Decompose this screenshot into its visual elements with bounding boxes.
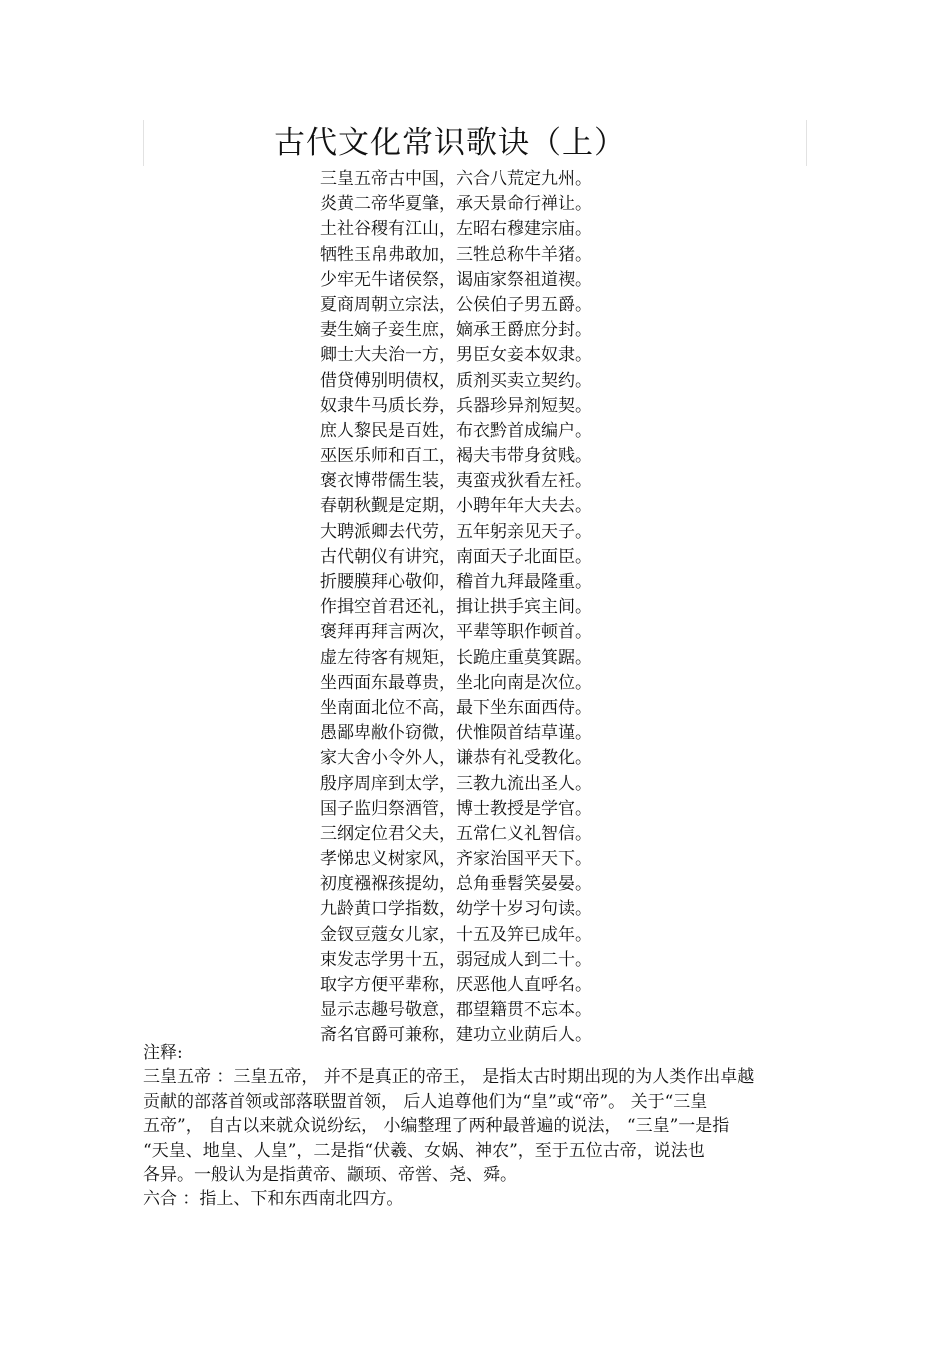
verse-line: 国子监归祭酒管，博士教授是学官。 [320, 798, 592, 819]
verse-line: 炎黄二帝华夏肇，承天景命行禅让。 [320, 194, 592, 215]
verse-line: 卿士大夫治一方，男臣女妾本奴隶。 [320, 345, 592, 366]
verse-line: 取字方便平辈称，厌恶他人直呼名。 [320, 975, 592, 995]
verse-line: 坐南面北位不高，最下坐东面西侍。 [320, 697, 592, 718]
note-line: 五帝”， 自古以来就众说纷纭， 小编整理了两种最普遍的说法， “三皇”一是指 [143, 1116, 730, 1137]
verse-line: 大聘派卿去代劳，五年躬亲见天子。 [320, 521, 592, 542]
note-line: 贡献的部落首领或部落联盟首领， 后人追尊他们为“皇”或“帝”。 关于“三皇 [143, 1091, 708, 1112]
verse-list [320, 167, 640, 1049]
verse-line: 褒拜再拜言两次，平辈等职作顿首。 [320, 622, 592, 643]
verse-line: 初度襁褓孩提幼，总角垂髫笑晏晏。 [320, 874, 592, 895]
verse-line: 古代朝仪有讲究，南面天子北面臣。 [320, 546, 592, 567]
verse-line: 春朝秋觐是定期，小聘年年大夫去。 [320, 496, 592, 517]
verse-line: 妻生嫡子妾生庶，嫡承王爵庶分封。 [320, 320, 592, 341]
note-line: 三皇五帝 ：三皇五帝， 并不是真正的帝王， 是指太古时期出现的为人类作出卓越 [143, 1067, 755, 1088]
note-line: 六合 ：指上、下和东西南北四方。 [143, 1189, 404, 1210]
notes-heading: 注释: [143, 1043, 183, 1063]
verse-line: 虚左待客有规矩，长跪庄重莫箕踞。 [320, 647, 592, 668]
verse-line: 三皇五帝古中国，六合八荒定九州。 [320, 169, 592, 189]
notes-section [143, 1041, 813, 1212]
verse-line: 束发志学男十五，弱冠成人到二十。 [320, 949, 592, 970]
verse-line: 九龄黄口学指数，幼学十岁习句读。 [320, 899, 592, 920]
verse-line: 愚鄙卑敝仆窃微，伏惟陨首结草谨。 [320, 723, 592, 744]
verse-line: 夏商周朝立宗法，公侯伯子男五爵。 [320, 294, 592, 315]
verse-line: 巫医乐师和百工，褐夫韦带身贫贱。 [320, 446, 592, 467]
verse-line: 坐西面东最尊贵，坐北向南是次位。 [320, 672, 592, 693]
verse-line: 金钗豆蔻女儿家，十五及笄已成年。 [320, 924, 592, 945]
note-line: “天皇、地皇、人皇”，二是指“伏羲、女娲、神农”，至于五位古帝，说法也 [143, 1140, 705, 1161]
verse-line: 土社谷稷有江山，左昭右穆建宗庙。 [320, 219, 592, 240]
verse-line: 牺牲玉帛弗敢加，三牲总称牛羊猪。 [320, 244, 592, 265]
verse-line: 显示志趣号敬意，郡望籍贯不忘本。 [320, 1000, 592, 1021]
verse-line: 折腰膜拜心敬仰，稽首九拜最隆重。 [320, 572, 592, 592]
verse-line: 殷序周庠到太学，三教九流出圣人。 [320, 773, 592, 794]
verse-line: 借贷傅别明债权，质剂买卖立契约。 [320, 370, 592, 391]
page-title: 古代文化常识歌诀（上） [274, 125, 626, 161]
verse-line: 褒衣博带儒生装，夷蛮戎狄看左衽。 [320, 471, 592, 492]
note-line: 各异。一般认为是指黄帝、颛顼、帝喾、尧、舜。 [143, 1165, 517, 1186]
verse-line: 作揖空首君还礼，揖让拱手宾主间。 [320, 597, 592, 618]
verse-line: 少牢无牛诸侯祭，谒庙家祭祖道禊。 [320, 269, 592, 290]
verse-line: 家大舍小令外人，谦恭有礼受教化。 [320, 748, 592, 769]
verse-line: 奴隶牛马质长券，兵器珍异剂短契。 [320, 395, 592, 416]
verse-line: 三纲定位君父夫，五常仁义礼智信。 [320, 823, 592, 844]
verse-line: 孝悌忠义树家风，齐家治国平天下。 [320, 849, 592, 870]
verse-line: 斋名官爵可兼称，建功立业荫后人。 [320, 1025, 592, 1046]
verse-line: 庶人黎民是百姓，布衣黔首成编户。 [320, 420, 592, 441]
